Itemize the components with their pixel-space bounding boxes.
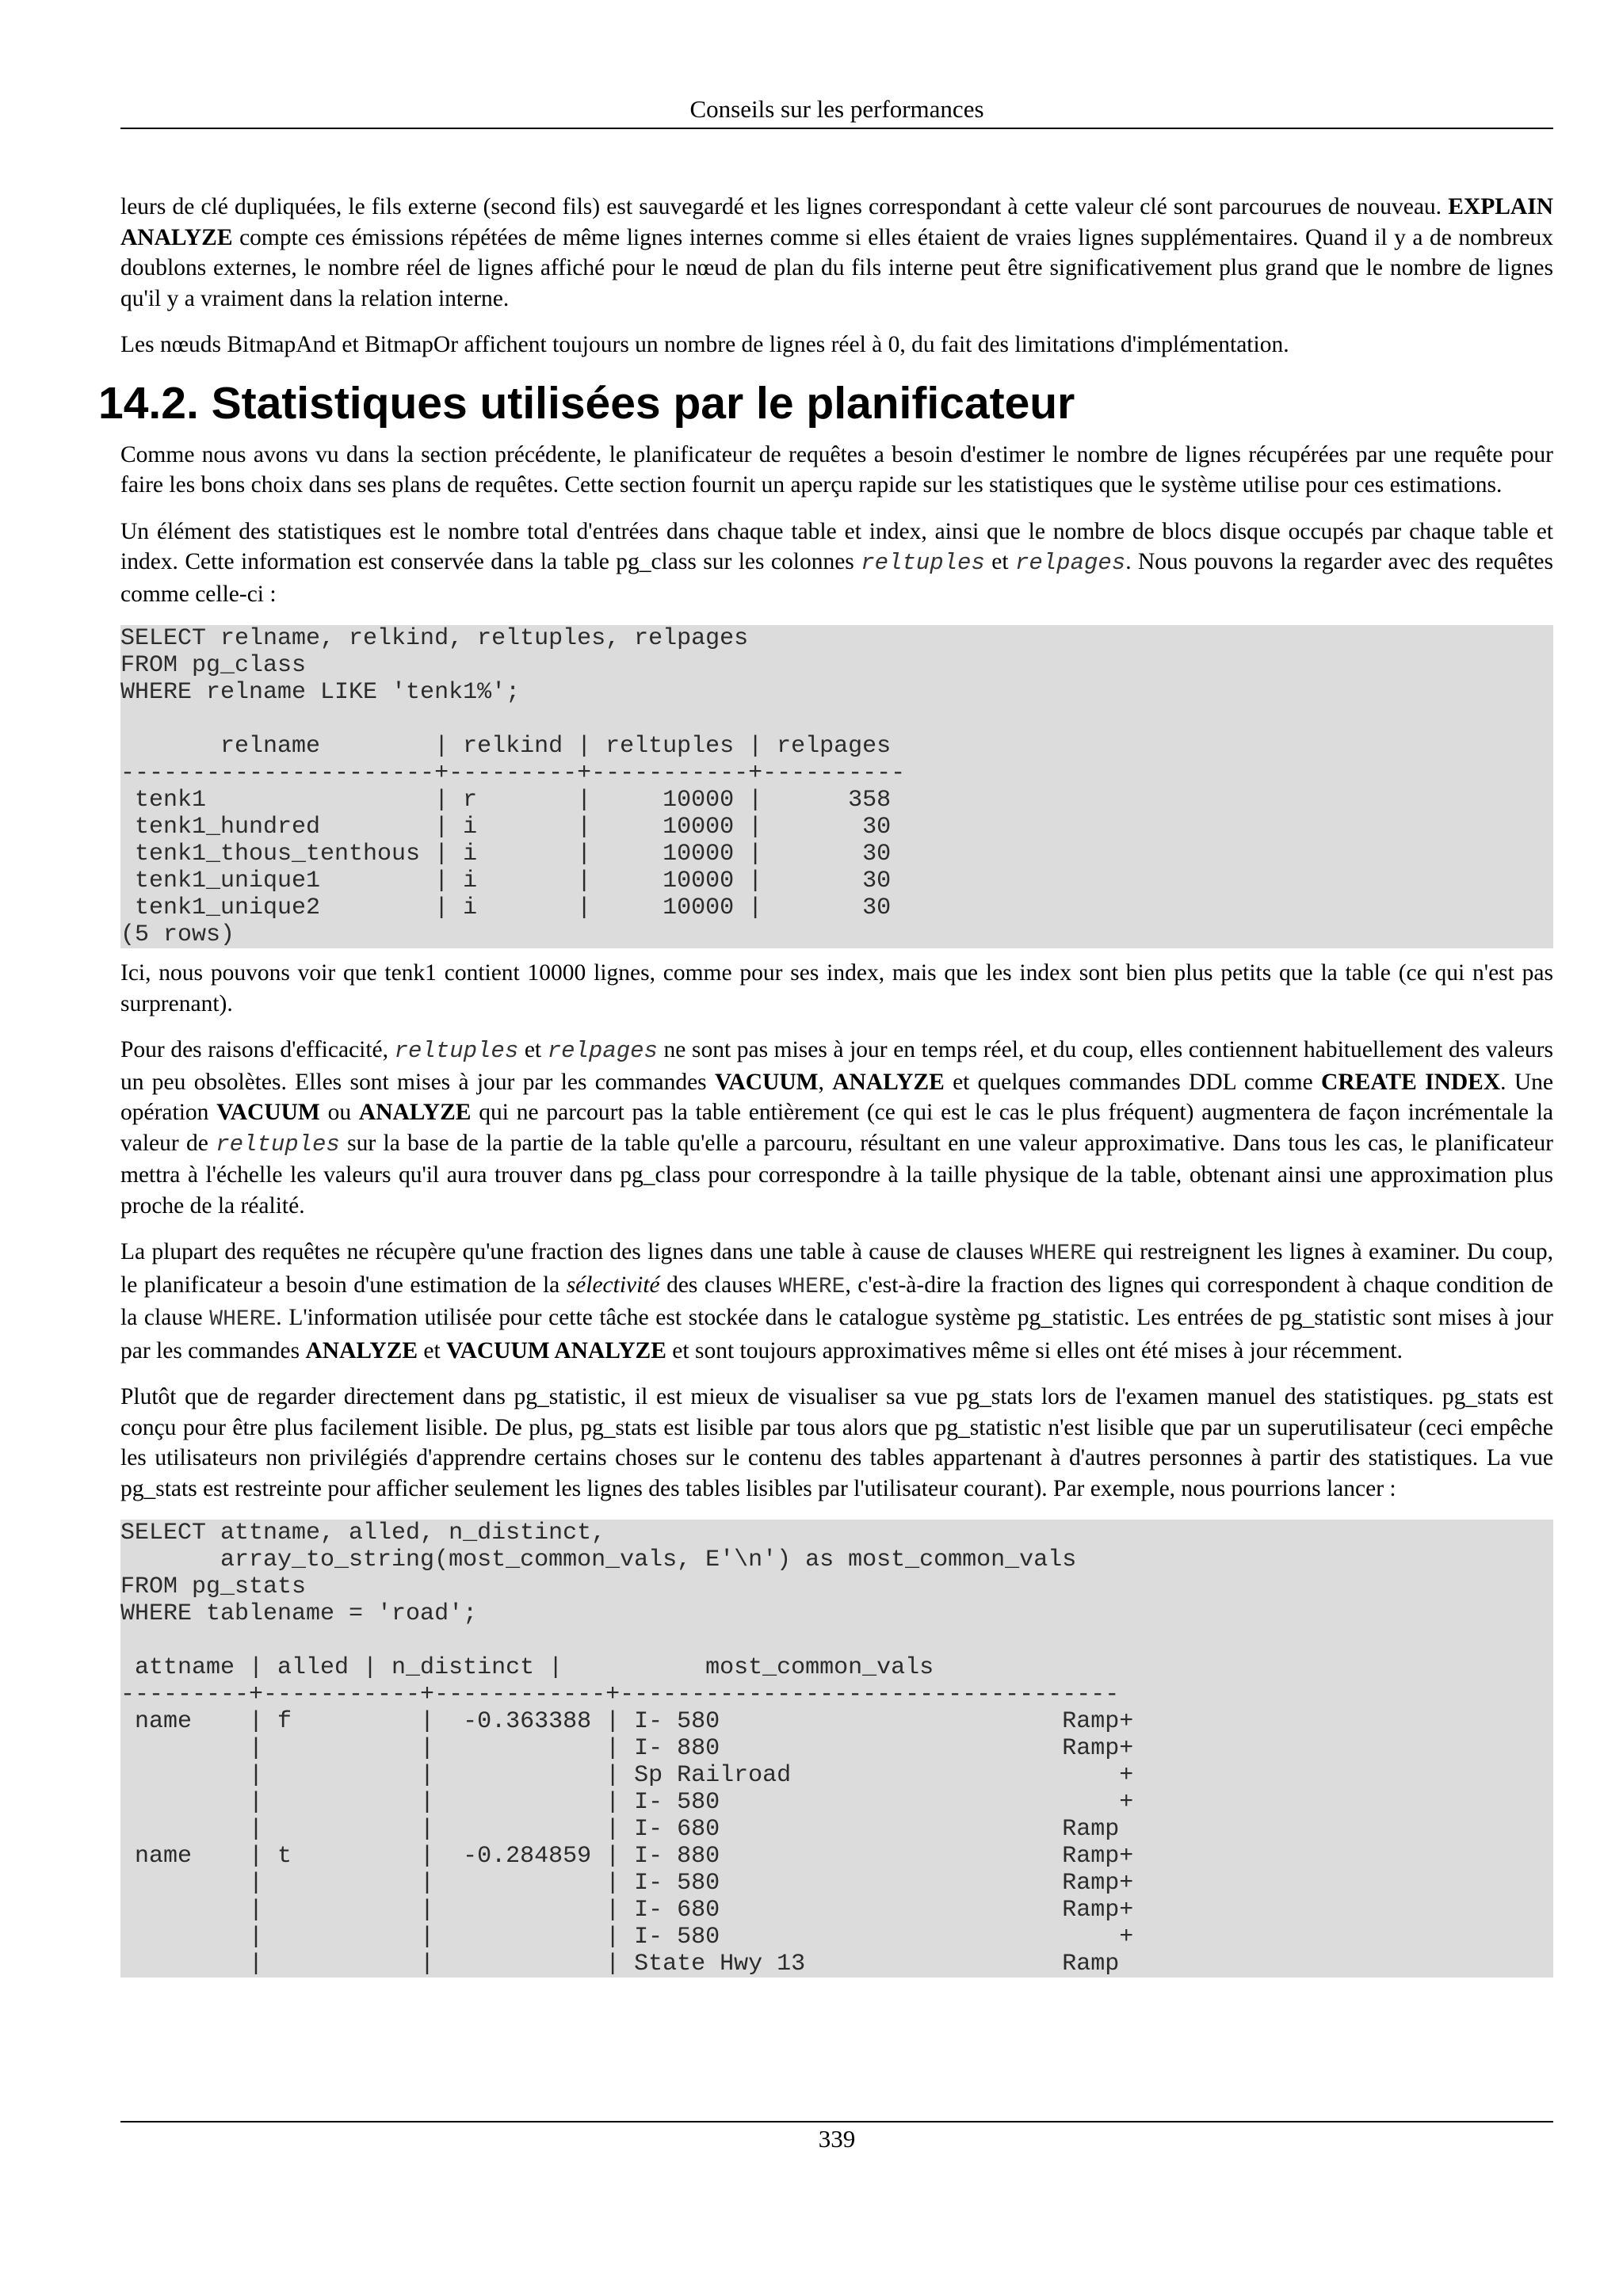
code-line: WHERE relname LIKE 'tenk1%'; bbox=[120, 679, 521, 706]
text-run: et bbox=[518, 1037, 548, 1062]
code-line: relname | relkind | reltuples | relpages bbox=[120, 733, 892, 760]
command-name: EXPLAIN ANALYZE bbox=[120, 194, 1553, 250]
page-number: 339 bbox=[818, 2125, 856, 2153]
code-line: tenk1_unique2 | i | 10000 | 30 bbox=[120, 894, 892, 921]
sql-keyword: WHERE bbox=[778, 1274, 846, 1299]
text-run: des clauses bbox=[659, 1272, 779, 1298]
page-content bbox=[98, 192, 1554, 1987]
code-line: | | | Sp Railroad + bbox=[120, 1762, 1134, 1789]
code-line: | | | I- 580 + bbox=[120, 1924, 1134, 1951]
section-paragraph-1: Comme nous avons vu dans la section précédente, le planificateur de requêtes a besoin d'estimer le nombre de lignes récupérées par une requête pour faire les bons choix dans ses plans de requêtes. Cette section fournit un aperçu rapide sur les statistiques que le système utilise pour ces estimations. bbox=[120, 441, 1553, 498]
column-name: reltuples bbox=[216, 1131, 340, 1158]
code-line: | | | I- 580 + bbox=[120, 1789, 1134, 1816]
code-line: ---------+-----------+------------+----------------------------------- bbox=[120, 1681, 1120, 1708]
text-run: . Une opération bbox=[120, 1069, 1554, 1125]
running-header: Conseils sur les performances bbox=[689, 95, 984, 123]
code-line: | | | I- 680 Ramp bbox=[120, 1816, 1120, 1843]
section-title: 14.2. Statistiques utilisées par le planificateur bbox=[98, 377, 1075, 429]
text-run: et bbox=[418, 1337, 447, 1363]
text-run: qui ne parcourt pas la table entièrement (ce qui est le cas le plus fréquent) augmentera de façon incrémentale la valeur de bbox=[120, 1100, 1554, 1156]
sql-keyword: WHERE bbox=[209, 1307, 277, 1332]
code-line: tenk1_thous_tenthous | i | 10000 | 30 bbox=[120, 841, 892, 868]
text-run: et quelques commandes DDL comme bbox=[944, 1069, 1322, 1095]
section-paragraph-3: Ici, nous pouvons voir que tenk1 contient 10000 lignes, comme pour ses index, mais que les index sont bien plus petits que la table (ce qui n'est pas surprenant). bbox=[120, 960, 1553, 1016]
section-paragraph-4 bbox=[120, 1035, 1553, 1221]
code-line: ----------------------+---------+-----------+---------- bbox=[120, 760, 906, 787]
code-line bbox=[120, 706, 1553, 733]
intro-paragraph-2: Les nœuds BitmapAnd et BitmapOr affichent toujours un nombre de lignes réel à 0, du fait des limitations d'implémentation. bbox=[120, 332, 1289, 357]
text-run: compte ces émissions répétées de même lignes internes comme si elles étaient de vraies lignes supplémentaires. Quand il y a de nombreux doublons externes, le nombre réel de lignes affiché pour le nœud de plan du fils interne peut être significativement plus grand que le nombre de lignes qu'il y a vraiment dans la relation interne. bbox=[120, 224, 1553, 311]
command-name: CREATE INDEX bbox=[1321, 1069, 1501, 1095]
code-block-pg-class bbox=[120, 625, 1553, 948]
text-run: La plupart des requêtes ne récupère qu'une fraction des lignes dans une table à cause de clauses bbox=[120, 1239, 1030, 1264]
code-line: tenk1_hundred | i | 10000 | 30 bbox=[120, 814, 892, 841]
column-name: reltuples bbox=[394, 1038, 519, 1064]
code-line: FROM pg_stats bbox=[120, 1573, 307, 1600]
column-name: reltuples bbox=[861, 550, 985, 576]
sql-keyword: WHERE bbox=[1029, 1241, 1097, 1266]
section-paragraph-2 bbox=[120, 517, 1553, 610]
code-line: (5 rows) bbox=[120, 921, 235, 948]
command-name: VACUUM ANALYZE bbox=[446, 1337, 666, 1363]
command-name: ANALYZE bbox=[832, 1069, 945, 1095]
emphasis: sélectivité bbox=[566, 1272, 660, 1298]
code-line: tenk1 | r | 10000 | 358 bbox=[120, 787, 892, 814]
command-name: VACUUM bbox=[714, 1069, 819, 1095]
code-line: SELECT relname, relkind, reltuples, relpages bbox=[120, 625, 749, 652]
code-line: name | t | -0.284859 | I- 880 Ramp+ bbox=[120, 1843, 1134, 1870]
code-line: WHERE tablename = 'road'; bbox=[120, 1600, 478, 1627]
section-paragraph-6: Plutôt que de regarder directement dans pg_statistic, il est mieux de visualiser sa vue pg_stats lors de l'examen manuel des statistiques. pg_stats est conçu pour être plus facilement lisible. De plus, pg_stats est lisible par tous alors que pg_statistic n'est lisible que par un superutilisateur (ceci empêche les utilisateurs non privilégiés d'apprendre certains choses sur le contenu des tables appartenant à d'autres personnes à partir des statistiques. La vue pg_stats est restreinte pour afficher seulement les lignes des tables lisibles par l'utilisateur courant). Par exemple, nous pourrions lancer : bbox=[120, 1384, 1553, 1501]
text-run: qui restreignent les lignes à examiner. Du coup, le planificateur a besoin d'une estimation de la bbox=[120, 1239, 1553, 1298]
code-line: name | f | -0.363388 | I- 580 Ramp+ bbox=[120, 1708, 1134, 1735]
code-line: SELECT attname, alled, n_distinct, bbox=[120, 1520, 606, 1547]
column-name: relpages bbox=[547, 1038, 658, 1064]
code-line: | | | I- 680 Ramp+ bbox=[120, 1897, 1134, 1924]
code-line bbox=[120, 1627, 1553, 1654]
text-run: Pour des raisons d'efficacité, bbox=[120, 1037, 395, 1062]
code-line: | | | State Hwy 13 Ramp bbox=[120, 1951, 1120, 1978]
text-run: , c'est-à-dire la fraction des lignes qui correspondent à chaque condition de la clause bbox=[120, 1272, 1553, 1330]
code-block-pg-stats bbox=[120, 1520, 1553, 1978]
command-name: VACUUM bbox=[216, 1100, 320, 1125]
header-rule bbox=[120, 128, 1553, 129]
text-run: et sont toujours approximatives même si elles ont été mises à jour récemment. bbox=[666, 1337, 1403, 1363]
text-run: ne sont pas mises à jour en temps réel, et du coup, elles contiennent habituellement des valeurs un peu obsolètes. Elles sont mises à jour par les commandes bbox=[120, 1037, 1553, 1095]
code-line: tenk1_unique1 | i | 10000 | 30 bbox=[120, 868, 892, 894]
text-run: . Nous pouvons la regarder avec des requêtes comme celle-ci : bbox=[120, 549, 1553, 607]
section-paragraph-5 bbox=[120, 1237, 1553, 1366]
text-run: . L'information utilisée pour cette tâche est stockée dans le catalogue système pg_statistic. Les entrées de pg_statistic sont mises à jour par les commandes bbox=[120, 1305, 1553, 1363]
column-name: relpages bbox=[1014, 550, 1126, 576]
intro-paragraph-1 bbox=[120, 192, 1553, 314]
code-line: FROM pg_class bbox=[120, 652, 307, 679]
command-name: ANALYZE bbox=[358, 1100, 472, 1125]
code-line: array_to_string(most_common_vals, E'\n') as most_common_vals bbox=[120, 1547, 1077, 1573]
footer-rule bbox=[120, 2121, 1553, 2122]
text-run: ou bbox=[319, 1100, 359, 1125]
text-run: et bbox=[984, 549, 1015, 574]
text-run: , bbox=[818, 1069, 833, 1095]
code-line: | | | I- 580 Ramp+ bbox=[120, 1870, 1134, 1897]
code-line: attname | alled | n_distinct | most_common_vals bbox=[120, 1654, 934, 1681]
text-run: Un élément des statistiques est le nombre total d'entrées dans chaque table et index, ainsi que le nombre de blocs disque occupés par chaque table et index. Cette information est conservée dans la table pg_class sur les colonnes bbox=[120, 518, 1553, 574]
text-run: leurs de clé dupliquées, le fils externe (second fils) est sauvegardé et les lignes correspondant à cette valeur clé sont parcourues de nouveau. bbox=[120, 194, 1449, 219]
command-name: ANALYZE bbox=[305, 1337, 418, 1363]
text-run: sur la base de la partie de la table qu'elle a parcouru, résultant en une valeur approximative. Dans tous les cas, le planificateur mettra à l'échelle les valeurs qu'il aura trouver dans pg_class pour correspondre à la taille physique de la table, obtenant ainsi une approximation plus proche de la réalité. bbox=[120, 1130, 1553, 1219]
code-line: | | | I- 880 Ramp+ bbox=[120, 1735, 1134, 1762]
